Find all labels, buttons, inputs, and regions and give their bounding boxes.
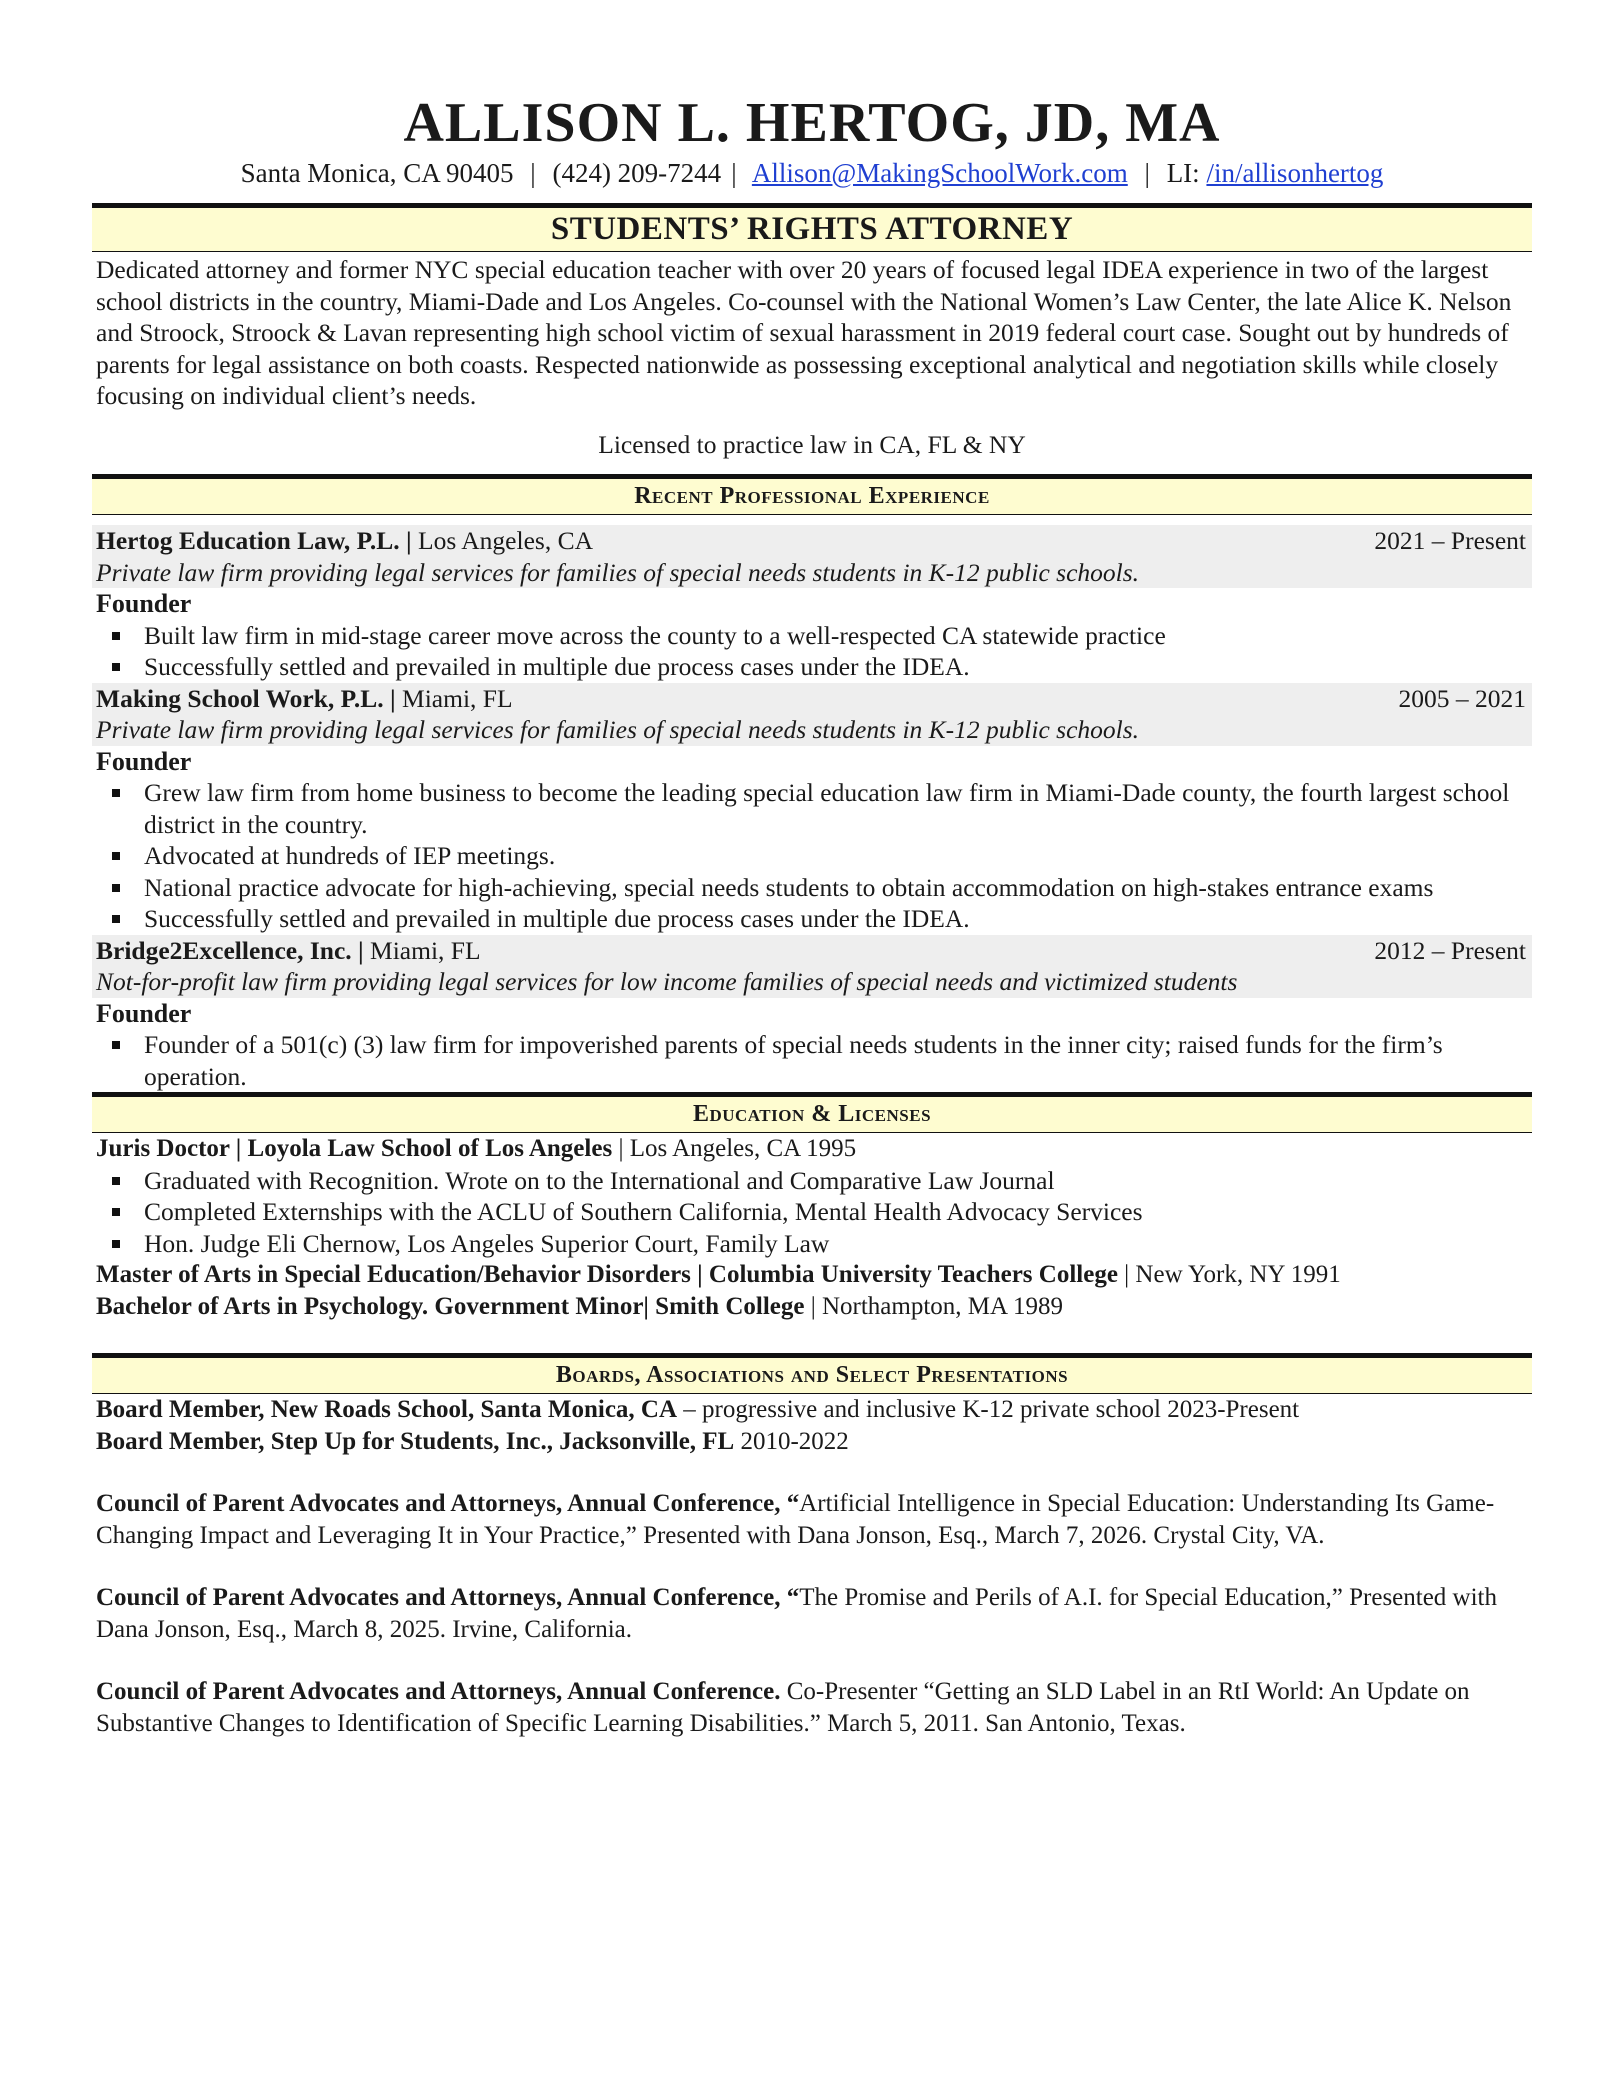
firm-description: Not-for-profit law firm providing legal services for low income families of special needs and victimized students <box>96 967 1238 996</box>
presentation-venue: Council of Parent Advocates and Attorneys, Annual Conference, “ <box>96 1490 800 1517</box>
resume-page <box>92 92 1532 1739</box>
job-entry <box>92 683 1532 935</box>
degree-title: Bachelor of Arts in Psychology. Government Minor| Smith College <box>96 1292 805 1320</box>
boards-heading: Boards, Associations and Select Presentations <box>92 1353 1532 1394</box>
board-membership <box>92 1394 1532 1426</box>
linkedin-prefix: LI: <box>1166 158 1200 188</box>
job-header <box>92 683 1532 746</box>
degree-jd <box>92 1133 1532 1165</box>
list-item: National practice advocate for high-achieving, special needs students to obtain accommodation on high-stakes entrance exams <box>92 872 1532 904</box>
board-details: – progressive and inclusive K-12 private school 2023-Present <box>677 1396 1300 1423</box>
firm-description: Private law firm providing legal services for families of special needs students in K-12 public schools. <box>96 715 1140 744</box>
list-item: Completed Externships with the ACLU of Southern California, Mental Health Advocacy Services <box>92 1196 1532 1228</box>
job-dates: 2005 – 2021 <box>1398 683 1526 713</box>
divider: | <box>1144 158 1150 188</box>
list-item: Grew law firm from home business to become the leading special education law firm in Miami-Dade county, the fourth largest school district in the country. <box>92 777 1532 840</box>
job-header <box>92 935 1532 998</box>
presentation <box>92 1676 1532 1739</box>
experience-heading: Recent Professional Experience <box>92 474 1532 515</box>
list-item: Successfully settled and prevailed in multiple due process cases under the IDEA. <box>92 651 1532 683</box>
board-title: Board Member, Step Up for Students, Inc., Jacksonville, FL <box>96 1427 735 1455</box>
candidate-name: ALLISON L. HERTOG, JD, MA <box>403 92 1221 154</box>
job-entry <box>92 935 1532 1093</box>
divider: | <box>731 158 737 188</box>
degree-details: | Los Angeles, CA 1995 <box>612 1135 857 1162</box>
jd-bullets <box>92 1165 1532 1260</box>
board-details: 2010-2022 <box>734 1427 849 1455</box>
list-item: Advocated at hundreds of IEP meetings. <box>92 840 1532 872</box>
job-bullets <box>92 1029 1532 1092</box>
firm-name: Bridge2Excellence, Inc. <box>96 935 352 965</box>
board-title: Board Member, New Roads School, Santa Monica, CA <box>96 1396 678 1423</box>
job-dates: 2021 – Present <box>1374 526 1526 555</box>
job-bullets <box>92 777 1532 935</box>
job-bullets <box>92 620 1532 683</box>
list-item: Successfully settled and prevailed in multiple due process cases under the IDEA. <box>92 903 1532 935</box>
job-header <box>92 525 1532 588</box>
firm-name: Hertog Education Law, P.L. <box>96 526 400 555</box>
presentation-venue: Council of Parent Advocates and Attorneys, Annual Conference. <box>96 1678 781 1705</box>
divider: | <box>530 158 536 188</box>
board-membership <box>92 1426 1532 1458</box>
presentation-details: Artificial Intelligence in Special Education: Understanding Its Game-Changing Impact and Leveraging It in Your Practice,” Presented with Dana Jonson, Esq., March 7, 2026. Crystal City, VA. <box>96 1490 1495 1549</box>
firm-location: Miami, FL <box>402 683 513 713</box>
degree-ma <box>92 1259 1532 1291</box>
list-item: Built law firm in mid-stage career move across the county to a well-respected CA statewide practice <box>92 620 1532 652</box>
job-role: Founder <box>96 998 192 1028</box>
location-text: Santa Monica, CA 90405 <box>240 158 514 188</box>
list-item: Founder of a 501(c) (3) law firm for impoverished parents of special needs students in the inner city; raised funds for the firm’s operation. <box>92 1029 1532 1092</box>
degree-details: | Northampton, MA 1989 <box>804 1292 1063 1320</box>
presentation <box>92 1582 1532 1645</box>
email-link[interactable]: Allison@MakingSchoolWork.com <box>751 158 1128 188</box>
divider: | <box>406 526 412 555</box>
list-item: Hon. Judge Eli Chernow, Los Angeles Superior Court, Family Law <box>92 1228 1532 1260</box>
job-entry <box>92 525 1532 683</box>
license-statement: Licensed to practice law in CA, FL & NY <box>598 429 1026 459</box>
degree-title: Juris Doctor | Loyola Law School of Los Angeles <box>96 1135 613 1162</box>
job-role: Founder <box>96 746 192 776</box>
phone-text: (424) 209-7244 <box>552 158 722 188</box>
presentation-details: Co-Presenter “Getting an SLD Label in an RtI World: An Update on Substantive Changes to Identification of Specific Learning Disabilities.” March 5, 2011. San Antonio, Texas. <box>96 1678 1470 1737</box>
linkedin-link[interactable]: /in/allisonhertog <box>1206 158 1384 188</box>
presentation <box>92 1488 1532 1551</box>
presentation-details: The Promise and Perils of A.I. for Special Education,” Presented with Dana Jonson, Esq., March 8, 2025. Irvine, California. <box>96 1584 1498 1643</box>
divider: | <box>390 683 396 713</box>
professional-title: STUDENTS’ RIGHTS ATTORNEY <box>92 203 1532 252</box>
firm-location: Los Angeles, CA <box>418 526 593 555</box>
job-dates: 2012 – Present <box>1374 935 1526 965</box>
contact-line <box>92 156 1532 190</box>
firm-location: Miami, FL <box>370 935 481 965</box>
degree-ba <box>92 1291 1532 1323</box>
degree-details: | New York, NY 1991 <box>1117 1261 1341 1288</box>
degree-title: Master of Arts in Special Education/Behavior Disorders | Columbia University Teachers College <box>96 1261 1118 1288</box>
list-item: Graduated with Recognition. Wrote on to the International and Comparative Law Journal <box>92 1165 1532 1197</box>
firm-name: Making School Work, P.L. <box>96 683 384 713</box>
presentation-venue: Council of Parent Advocates and Attorneys, Annual Conference, “ <box>96 1584 800 1611</box>
education-heading: Education & Licenses <box>92 1092 1532 1133</box>
job-role: Founder <box>96 589 192 618</box>
summary-paragraph: Dedicated attorney and former NYC special education teacher with over 20 years of focused legal IDEA experience in two of the largest school districts in the country, Miami-Dade and Los Angeles. Co-counsel with the National Women’s Law Center, the late Alice K. Nelson and Stroock, Stroock & Lavan representing high school victim of sexual harassment in 2019 federal court case. Sought out by hundreds of parents for legal assistance on both coasts. Respected nationwide as possessing exceptional analytical and negotiation skills while closely focusing on individual client’s needs. <box>96 255 1512 410</box>
firm-description: Private law firm providing legal services for families of special needs students in K-12 public schools. <box>96 557 1140 587</box>
divider: | <box>358 935 364 965</box>
